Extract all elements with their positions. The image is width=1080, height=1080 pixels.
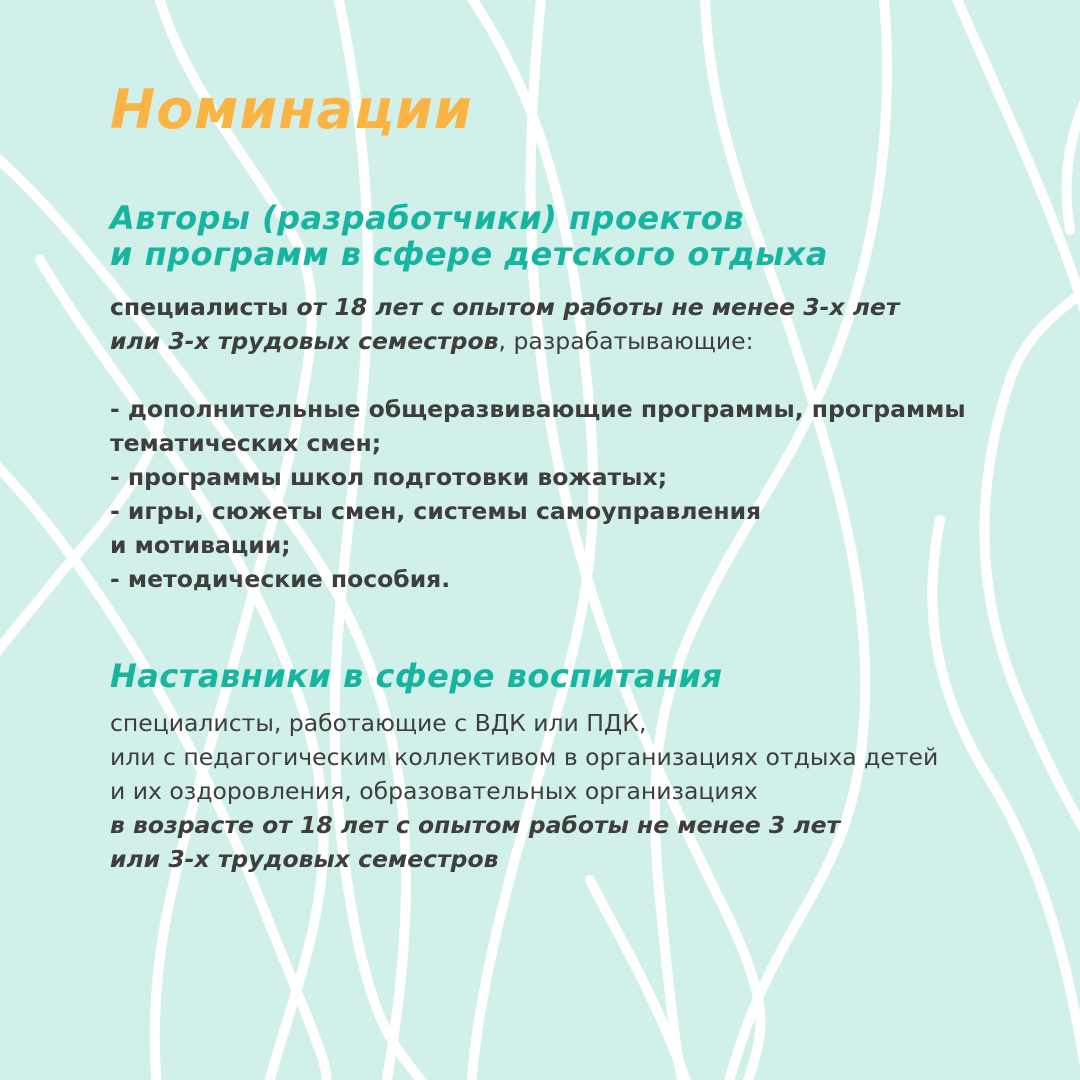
list-item: - игры, сюжеты смен, системы самоуправления [110,497,762,525]
intro-plain-text: , разрабатывающие: [498,327,754,355]
content-block [110,78,1050,876]
section1-heading-line: и программ в сфере детского отдыха [110,235,828,273]
section2-line: специалисты, работающие с ВДК или ПДК, [110,709,647,737]
section2-emphasis-line: в возрасте от 18 лет с опытом работы не менее 3 лет [110,811,841,839]
section1-heading [110,200,1050,272]
list-item: - дополнительные общеразвивающие программы, программы [110,395,966,423]
section1-heading-line: Авторы (разработчики) проектов [110,199,745,237]
section1-intro-line [110,290,1050,324]
list-item: - методические пособия. [110,565,451,593]
intro-emphasis-text: или 3-х трудовых семестров [110,327,499,355]
list-item: и мотивации; [110,531,291,559]
section1-body [110,290,1050,596]
intro-emphasis-text: от 18 лет с опытом работы не менее 3-х лет [296,293,900,321]
list-item: тематических смен; [110,429,382,457]
page-title: Номинации [110,78,473,141]
list-item: - программы школ подготовки вожатых; [110,463,668,491]
section1-intro-line [110,324,1050,358]
section2-heading: Наставники в сфере воспитания [110,657,723,695]
paragraph-spacer [110,358,1050,392]
intro-plain-text: специалисты [110,293,297,321]
section2-line: или с педагогическим коллективом в организациях отдыха детей [110,743,939,771]
section2-line: и их оздоровления, образовательных организациях [110,777,758,805]
section2-body [110,706,1050,876]
section2-emphasis-line: или 3-х трудовых семестров [110,845,499,873]
